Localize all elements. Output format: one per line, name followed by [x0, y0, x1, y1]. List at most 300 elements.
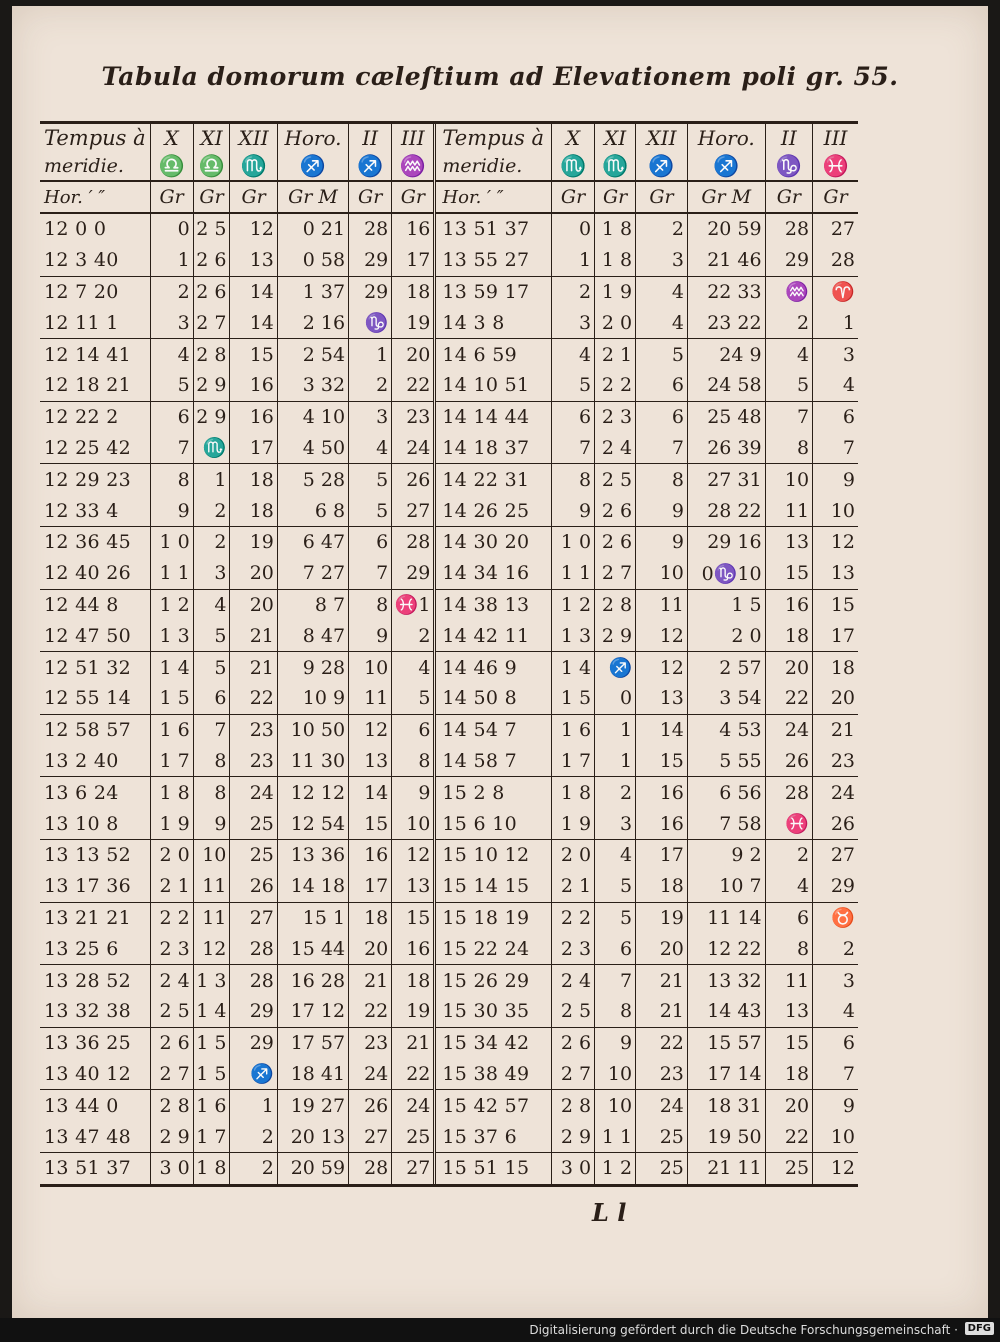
- value-cell: 19 50: [687, 1121, 765, 1152]
- value-cell: 6: [595, 933, 636, 964]
- value-cell: 2: [551, 276, 594, 307]
- time-cell: 14 26 25: [435, 495, 552, 526]
- value-cell: 7: [765, 401, 812, 432]
- time-cell: 12 22 2: [44, 406, 119, 429]
- value-cell: 2 7: [551, 1059, 594, 1090]
- table-row: [40, 714, 858, 745]
- value-cell: 13: [765, 996, 812, 1027]
- page-title: Tabula domorum cæleſtium ad Elevationem poli gr. 55.: [101, 62, 899, 91]
- value-cell: 10: [595, 1059, 636, 1090]
- col-iii-left: III: [392, 124, 435, 152]
- time-cell: 13 44 0: [44, 1094, 119, 1117]
- value-cell: 5: [349, 464, 392, 495]
- value-cell: 2: [765, 307, 812, 338]
- time-cell: 13 47 48: [40, 1121, 150, 1152]
- value-cell: 2 5: [150, 996, 193, 1027]
- value-cell: ♒: [765, 276, 812, 307]
- value-cell: 4 50: [277, 433, 348, 464]
- value-cell: 2: [813, 933, 858, 964]
- table-row: [40, 871, 858, 902]
- time-cell: 13 25 6: [40, 933, 150, 964]
- value-cell: 2 9: [551, 1121, 594, 1152]
- value-cell: 2 0: [687, 620, 765, 651]
- value-cell: 2 0: [551, 839, 594, 870]
- value-cell: 3: [349, 401, 392, 432]
- time-cell: 12 14 41: [44, 343, 132, 366]
- value-cell: 1 5: [193, 1059, 230, 1090]
- time-cell: 15 18 19: [435, 902, 552, 933]
- value-cell: 24: [636, 1090, 688, 1121]
- units-time-right: Hor. ′ ″: [435, 181, 552, 213]
- value-cell: 6: [813, 1027, 858, 1058]
- value-cell: 28: [349, 1152, 392, 1183]
- value-cell: 21: [230, 620, 277, 651]
- sign-icon: ♎: [193, 152, 230, 181]
- value-cell: 9: [392, 777, 435, 808]
- value-cell: 7 58: [687, 808, 765, 839]
- value-cell: 1 6: [193, 1090, 230, 1121]
- value-cell: 1 4: [551, 652, 594, 683]
- value-cell: 1: [813, 307, 858, 338]
- value-cell: 0: [595, 683, 636, 714]
- value-cell: 17: [349, 871, 392, 902]
- value-cell: 19: [636, 902, 688, 933]
- value-cell: 28: [349, 213, 392, 245]
- value-cell: 14: [636, 714, 688, 745]
- value-cell: 3 0: [150, 1152, 193, 1183]
- value-cell: 2 4: [551, 965, 594, 996]
- value-cell: 29: [349, 276, 392, 307]
- value-cell: 1 5: [551, 683, 594, 714]
- table-row: [40, 1090, 858, 1121]
- value-cell: 6 47: [277, 526, 348, 557]
- unit-label: Gr: [392, 181, 435, 213]
- value-cell: 18 31: [687, 1090, 765, 1121]
- time-cell: 13 6 24: [44, 781, 119, 804]
- value-cell: 21 11: [687, 1152, 765, 1183]
- value-cell: 2 4: [595, 433, 636, 464]
- value-cell: 5: [392, 683, 435, 714]
- value-cell: 2 6: [595, 495, 636, 526]
- value-cell: 2 2: [595, 370, 636, 401]
- value-cell: 1 5: [193, 1027, 230, 1058]
- value-cell: 15 1: [277, 902, 348, 933]
- value-cell: 1 8: [193, 1152, 230, 1183]
- value-cell: 7: [150, 433, 193, 464]
- value-cell: 2 9: [193, 401, 230, 432]
- tempus-label-left: Tempus à: [44, 126, 146, 150]
- value-cell: ♐: [595, 652, 636, 683]
- value-cell: 12: [349, 714, 392, 745]
- value-cell: 2: [349, 370, 392, 401]
- value-cell: 2 16: [277, 307, 348, 338]
- value-cell: 20: [230, 589, 277, 620]
- col-horo-left: Horo.: [277, 124, 348, 152]
- value-cell: 11: [193, 902, 230, 933]
- table-row: [40, 307, 858, 338]
- value-cell: 2 6: [551, 1027, 594, 1058]
- value-cell: 9: [551, 495, 594, 526]
- value-cell: 27: [230, 902, 277, 933]
- value-cell: 8 47: [277, 620, 348, 651]
- value-cell: 8: [193, 746, 230, 777]
- value-cell: 5 55: [687, 746, 765, 777]
- value-cell: 18: [765, 1059, 812, 1090]
- time-cell: 15 2 8: [435, 777, 552, 808]
- value-cell: 16: [349, 839, 392, 870]
- value-cell: 13: [349, 746, 392, 777]
- table-row: [40, 339, 858, 370]
- value-cell: 1 1: [551, 558, 594, 589]
- value-cell: 8 7: [277, 589, 348, 620]
- value-cell: 17: [636, 839, 688, 870]
- value-cell: 14: [230, 307, 277, 338]
- value-cell: 22 33: [687, 276, 765, 307]
- value-cell: 8: [595, 996, 636, 1027]
- sign-icon: ♐: [687, 152, 765, 181]
- value-cell: 10: [765, 464, 812, 495]
- time-cell: 12 47 50: [40, 620, 150, 651]
- value-cell: 2 0: [150, 839, 193, 870]
- time-cell: 13 51 37: [435, 213, 552, 245]
- table-row: [40, 495, 858, 526]
- value-cell: 13: [636, 683, 688, 714]
- value-cell: 18: [765, 620, 812, 651]
- time-cell: 13 21 21: [44, 906, 132, 929]
- value-cell: 4: [193, 589, 230, 620]
- value-cell: 2 3: [551, 933, 594, 964]
- time-cell: 13 2 40: [40, 746, 150, 777]
- value-cell: 4: [392, 652, 435, 683]
- value-cell: 6 8: [277, 495, 348, 526]
- value-cell: 12: [813, 1152, 858, 1183]
- value-cell: 4: [636, 307, 688, 338]
- time-cell: 15 51 15: [435, 1152, 552, 1183]
- time-cell: 13 32 38: [40, 996, 150, 1027]
- value-cell: 10: [349, 652, 392, 683]
- value-cell: 17: [230, 433, 277, 464]
- value-cell: 23: [636, 1059, 688, 1090]
- value-cell: 24 9: [687, 339, 765, 370]
- time-cell: 14 54 7: [435, 714, 552, 745]
- value-cell: 21: [636, 996, 688, 1027]
- value-cell: 25: [636, 1121, 688, 1152]
- value-cell: 4: [813, 996, 858, 1027]
- time-cell: 14 18 37: [435, 433, 552, 464]
- value-cell: 6: [150, 401, 193, 432]
- value-cell: 4: [150, 339, 193, 370]
- value-cell: 28: [765, 213, 812, 245]
- table-row: [40, 777, 858, 808]
- value-cell: 6: [765, 902, 812, 933]
- value-cell: 16: [230, 370, 277, 401]
- value-cell: 23: [230, 714, 277, 745]
- time-cell: 15 37 6: [435, 1121, 552, 1152]
- table-row: [40, 965, 858, 996]
- time-cell: 14 34 16: [435, 558, 552, 589]
- time-cell: 13 59 17: [435, 276, 552, 307]
- time-cell: 13 28 52: [44, 969, 132, 992]
- table-row: [40, 589, 858, 620]
- time-cell: 15 30 35: [435, 996, 552, 1027]
- value-cell: 21: [636, 965, 688, 996]
- value-cell: 19: [230, 526, 277, 557]
- value-cell: 5: [595, 902, 636, 933]
- value-cell: 6 56: [687, 777, 765, 808]
- table-row: [40, 1059, 858, 1090]
- col-iii-right: III: [813, 124, 858, 152]
- value-cell: 2 8: [551, 1090, 594, 1121]
- value-cell: 2 3: [150, 933, 193, 964]
- value-cell: 25: [636, 1152, 688, 1183]
- value-cell: 19 27: [277, 1090, 348, 1121]
- value-cell: 0: [150, 213, 193, 245]
- value-cell: ♓: [765, 808, 812, 839]
- value-cell: 22: [349, 996, 392, 1027]
- units-time-left: Hor. ′ ″: [40, 181, 150, 213]
- value-cell: 0: [551, 213, 594, 245]
- value-cell: 5: [193, 620, 230, 651]
- time-cell: 12 11 1: [40, 307, 150, 338]
- unit-label: Gr: [230, 181, 277, 213]
- unit-label: Gr: [349, 181, 392, 213]
- value-cell: 12: [193, 933, 230, 964]
- value-cell: 7: [636, 433, 688, 464]
- value-cell: 10: [636, 558, 688, 589]
- table-row: [40, 464, 858, 495]
- time-cell: 13 17 36: [40, 871, 150, 902]
- value-cell: 12 22: [687, 933, 765, 964]
- value-cell: 23: [392, 401, 435, 432]
- value-cell: 10: [193, 839, 230, 870]
- value-cell: 3 54: [687, 683, 765, 714]
- sign-icon: ♒: [392, 152, 435, 181]
- table-row: [40, 1121, 858, 1152]
- value-cell: 24 58: [687, 370, 765, 401]
- table-row: [40, 652, 858, 683]
- value-cell: 1: [193, 464, 230, 495]
- value-cell: 2 5: [193, 213, 230, 245]
- value-cell: 9: [813, 1090, 858, 1121]
- value-cell: 8: [765, 433, 812, 464]
- value-cell: 18: [813, 652, 858, 683]
- value-cell: 22: [636, 1027, 688, 1058]
- table-row: [40, 526, 858, 557]
- sign-icon: ♏: [230, 152, 277, 181]
- value-cell: 22: [765, 1121, 812, 1152]
- value-cell: 11: [765, 495, 812, 526]
- value-cell: 25: [392, 1121, 435, 1152]
- value-cell: 4 53: [687, 714, 765, 745]
- value-cell: 17: [813, 620, 858, 651]
- value-cell: 2 8: [595, 589, 636, 620]
- page-number: L l: [592, 1198, 627, 1227]
- value-cell: 11 30: [277, 746, 348, 777]
- value-cell: 20: [765, 652, 812, 683]
- sign-icon: ♐: [277, 152, 348, 181]
- value-cell: 1 9: [150, 808, 193, 839]
- value-cell: 10: [392, 808, 435, 839]
- value-cell: 16: [230, 401, 277, 432]
- value-cell: 3: [813, 339, 858, 370]
- dfg-logo: DFG: [965, 1322, 994, 1335]
- time-cell: 14 38 13: [435, 589, 552, 620]
- value-cell: 2 8: [193, 339, 230, 370]
- time-cell: 13 13 52: [44, 844, 132, 867]
- sign-icon: ♏: [595, 152, 636, 181]
- unit-label: Gr M: [687, 181, 765, 213]
- value-cell: 19: [392, 307, 435, 338]
- value-cell: ♈: [813, 276, 858, 307]
- table-row: [40, 1027, 858, 1058]
- value-cell: 5: [765, 370, 812, 401]
- table-row: [40, 276, 858, 307]
- value-cell: 2: [150, 276, 193, 307]
- value-cell: 29: [813, 871, 858, 902]
- value-cell: 18 41: [277, 1059, 348, 1090]
- value-cell: 2 4: [150, 965, 193, 996]
- value-cell: 1 4: [193, 996, 230, 1027]
- time-cell: 12 40 26: [40, 558, 150, 589]
- value-cell: 9 28: [277, 652, 348, 683]
- value-cell: 1 8: [150, 777, 193, 808]
- value-cell: 3: [193, 558, 230, 589]
- value-cell: 1 8: [595, 245, 636, 276]
- value-cell: 15: [636, 746, 688, 777]
- col-xi-left: XI: [193, 124, 230, 152]
- unit-label: Gr: [150, 181, 193, 213]
- value-cell: 4: [349, 433, 392, 464]
- col-horo-right: Horo.: [687, 124, 765, 152]
- value-cell: 2 9: [595, 620, 636, 651]
- value-cell: 26: [349, 1090, 392, 1121]
- table-row: [40, 370, 858, 401]
- col-xii-left: XII: [230, 124, 277, 152]
- time-cell: 13 10 8: [40, 808, 150, 839]
- value-cell: 17 57: [277, 1027, 348, 1058]
- value-cell: 20 13: [277, 1121, 348, 1152]
- footer-bar: [0, 1318, 1000, 1342]
- value-cell: 28: [765, 777, 812, 808]
- unit-label: Gr: [813, 181, 858, 213]
- value-cell: 2 6: [595, 526, 636, 557]
- col-ii-right: II: [765, 124, 812, 152]
- value-cell: 1 5: [687, 589, 765, 620]
- value-cell: 14 18: [277, 871, 348, 902]
- value-cell: 0 21: [277, 213, 348, 245]
- value-cell: 3: [551, 307, 594, 338]
- value-cell: 0♑10: [687, 558, 765, 589]
- value-cell: 12: [392, 839, 435, 870]
- value-cell: 1 7: [551, 746, 594, 777]
- value-cell: 13: [230, 245, 277, 276]
- value-cell: 1 3: [150, 620, 193, 651]
- value-cell: 27: [349, 1121, 392, 1152]
- value-cell: 2 7: [595, 558, 636, 589]
- value-cell: 20: [392, 339, 435, 370]
- value-cell: 1 2: [150, 589, 193, 620]
- value-cell: 23: [349, 1027, 392, 1058]
- time-cell: 14 14 44: [435, 401, 552, 432]
- unit-label: Gr: [193, 181, 230, 213]
- value-cell: 1 1: [595, 1121, 636, 1152]
- table-row: [40, 933, 858, 964]
- value-cell: 15: [813, 589, 858, 620]
- time-cell: 12 3 40: [40, 245, 150, 276]
- value-cell: 3: [813, 965, 858, 996]
- value-cell: 21 46: [687, 245, 765, 276]
- unit-label: Gr: [595, 181, 636, 213]
- table-row: [40, 808, 858, 839]
- value-cell: 20 59: [687, 213, 765, 245]
- value-cell: 19: [392, 996, 435, 1027]
- table-row: [40, 996, 858, 1027]
- value-cell: 2 1: [150, 871, 193, 902]
- time-cell: 15 34 42: [435, 1027, 552, 1058]
- value-cell: 7: [551, 433, 594, 464]
- value-cell: 28: [392, 526, 435, 557]
- value-cell: 1 6: [150, 714, 193, 745]
- time-cell: 12 58 57: [44, 719, 132, 742]
- value-cell: 6: [193, 683, 230, 714]
- value-cell: 1 6: [551, 714, 594, 745]
- value-cell: 20: [349, 933, 392, 964]
- value-cell: 16 28: [277, 965, 348, 996]
- value-cell: 1 9: [551, 808, 594, 839]
- value-cell: 1: [349, 339, 392, 370]
- value-cell: 9: [349, 620, 392, 651]
- value-cell: 1 8: [551, 777, 594, 808]
- time-cell: 15 22 24: [435, 933, 552, 964]
- value-cell: 21: [392, 1027, 435, 1058]
- value-cell: 13: [813, 558, 858, 589]
- value-cell: 11: [765, 965, 812, 996]
- value-cell: 15: [765, 558, 812, 589]
- value-cell: 2: [765, 839, 812, 870]
- value-cell: 2 5: [551, 996, 594, 1027]
- value-cell: 2 5: [595, 464, 636, 495]
- value-cell: 2 9: [193, 370, 230, 401]
- value-cell: 28: [813, 245, 858, 276]
- table-row: [40, 558, 858, 589]
- value-cell: 1 7: [193, 1121, 230, 1152]
- value-cell: 2 54: [277, 339, 348, 370]
- sign-icon: ♑: [765, 152, 812, 181]
- time-cell: 12 7 20: [44, 280, 119, 303]
- value-cell: 4: [551, 339, 594, 370]
- value-cell: 27 31: [687, 464, 765, 495]
- col-ii-left: II: [349, 124, 392, 152]
- value-cell: 6: [392, 714, 435, 745]
- value-cell: 11: [349, 683, 392, 714]
- value-cell: 3: [636, 245, 688, 276]
- value-cell: 17 14: [687, 1059, 765, 1090]
- value-cell: 26: [813, 808, 858, 839]
- table-row: [40, 746, 858, 777]
- value-cell: 2: [230, 1121, 277, 1152]
- value-cell: ♐: [230, 1059, 277, 1090]
- value-cell: 4 10: [277, 401, 348, 432]
- value-cell: 17 12: [277, 996, 348, 1027]
- value-cell: 14: [230, 276, 277, 307]
- time-cell: 14 42 11: [435, 620, 552, 651]
- time-cell: 13 55 27: [435, 245, 552, 276]
- value-cell: 24: [392, 1090, 435, 1121]
- value-cell: 4: [765, 871, 812, 902]
- value-cell: 7: [813, 1059, 858, 1090]
- value-cell: 24: [392, 433, 435, 464]
- value-cell: 10: [595, 1090, 636, 1121]
